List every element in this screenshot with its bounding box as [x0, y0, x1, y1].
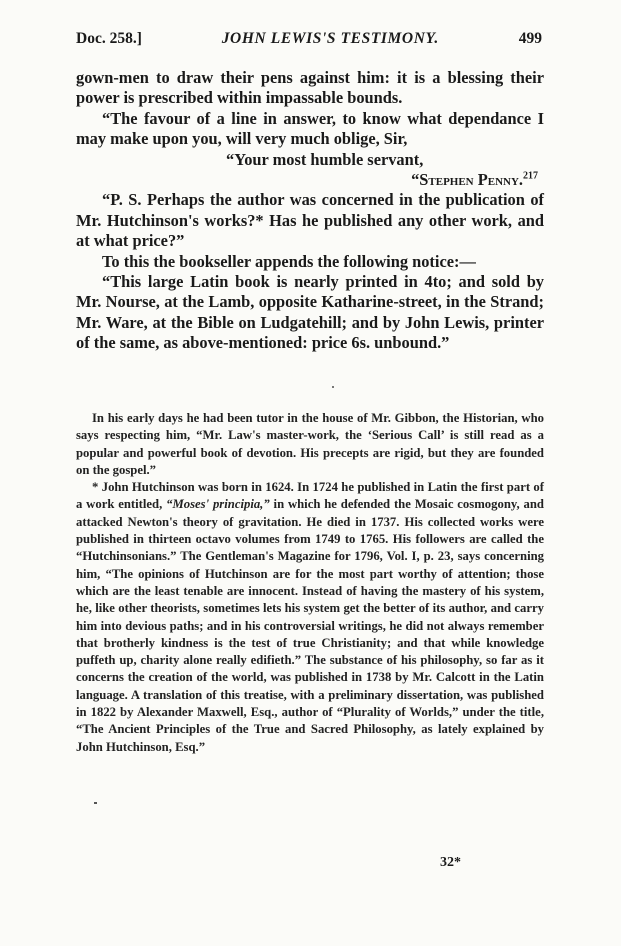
- letter-signature: [76, 170, 544, 190]
- letter-closing: “Your most humble servant,: [226, 149, 424, 169]
- page-number: 499: [518, 30, 542, 47]
- footnotes: [76, 410, 544, 756]
- main-text: [76, 68, 544, 354]
- footnote-work-title: “Moses' principia,”: [166, 497, 270, 512]
- header-doc-ref: Doc. 258.]: [76, 30, 142, 47]
- signature-name: “Stephen Penny.: [411, 170, 523, 190]
- paragraph-4: To this the bookseller appends the following notice:—: [102, 251, 476, 271]
- footnote-continued: In his early days he had been tutor in the house of Mr. Gibbon, the Historian, who says respecting him, “Mr. Law's master-work, the ‘Serious Call’ is still read as a popular and powerful book of devotion. His precepts are rigid, but they are founded on the gospel.”: [76, 411, 544, 477]
- paragraph-1: gown-men to draw their pens against him: it is a blessing their power is prescribed within impassable bounds.: [76, 68, 544, 108]
- footnote-text-b: in which he defended the Mosaic cosmogony, and attacked Newton's theory of gravitation. He died in 1737. His collected works were published in thirteen octavo volumes from 1749 to 1765. His followers are called the “Hutchinsonians.” The Gentleman's Magazine for 1796, Vol. I, p. 23, says concerning him, “The opinions of Hutchinson are for the most part worthy of attention; those which are the least tenable are innocent. Instead of having the mastery of his system, he, like other theorists, sometimes lets his system get the better of its author, and carry him into devious paths; and in his controversial writings, he did not always remember that brotherly kindness is the test of true Christianity; and that while knowledge puffeth up, charity alone really edifieth.” The substance of his philosophy, so far as it concerns the creation of the world, was published in 1738 by Mr. Calcott in the Latin language. A translation of this treatise, with a preliminary dissertation, was published in 1822 by Alexander Maxwell, Esq., author of “Plurality of Worlds,” under the title, “The Ancient Principles of the True and Sacred Philosophy, as lately explained by John Hutchinson, Esq.”: [76, 497, 544, 754]
- paragraph-5: “This large Latin book is nearly printed in 4to; and sold by Mr. Nourse, at the Lamb, opposite Katharine-street, in the Strand; Mr. Ware, at the Bible on Ludgatehill; and by John Lewis, printer of the same, as above-mentioned: price 6s. unbound.”: [76, 272, 544, 353]
- speck: [332, 386, 334, 388]
- running-header: [76, 30, 542, 48]
- footnote-text-a: * John Hutchinson was born in 1624. In 1724 he published in Latin the first part of a work entitled,: [76, 480, 544, 512]
- paragraph-2: “The favour of a line in answer, to know what dependance I may make upon you, will very much oblige, Sir,: [76, 108, 544, 149]
- speck-2: [94, 802, 97, 804]
- signature-mark: 32*: [440, 855, 461, 870]
- header-title: JOHN LEWIS'S TESTIMONY.: [221, 30, 439, 47]
- footnote-hutchinson: [76, 479, 544, 756]
- signature-ref: 217: [523, 170, 538, 182]
- paragraph-ps: “P. S. Perhaps the author was concerned in the publication of Mr. Hutchinson's works?* Has he published any other work, and at what price?”: [76, 190, 544, 251]
